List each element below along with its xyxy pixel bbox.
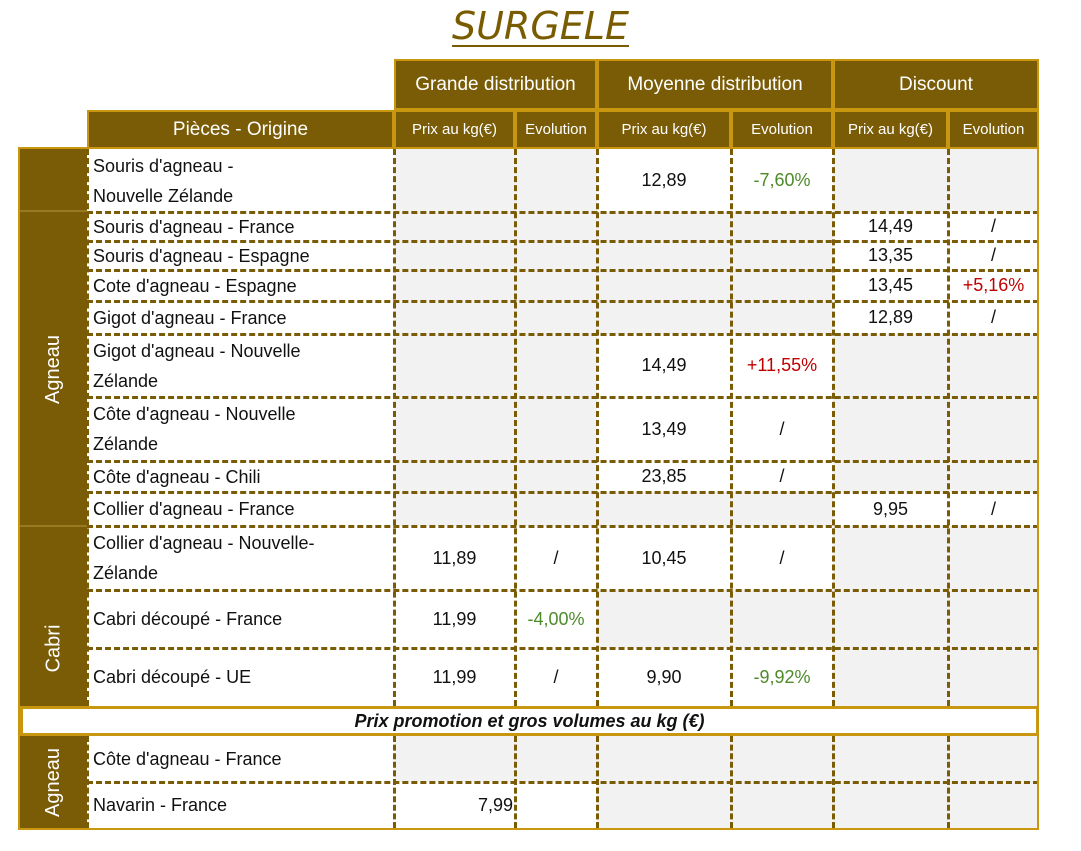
section-divider	[20, 525, 87, 527]
grid-line	[87, 240, 1039, 243]
promo-cell-md-prix	[597, 782, 731, 828]
row-cell-gd-evo	[515, 334, 597, 397]
row-cell-md-evo: /	[779, 466, 785, 486]
row-cell-gd-prix	[394, 334, 515, 397]
row-cell-gd-prix: 11,89	[432, 547, 477, 568]
row-cell-md-evo: +11,55%	[746, 355, 818, 375]
row-cell-md-prix	[597, 492, 731, 526]
row-cell-di-prix	[833, 526, 948, 590]
row-cell-di-prix	[833, 590, 948, 648]
grid-line	[730, 149, 733, 706]
row-cell-di-prix: 13,35	[867, 245, 914, 265]
grid-line	[596, 149, 599, 706]
row-cell-di-prix: 9,95	[872, 498, 909, 519]
grid-line	[514, 149, 517, 706]
row-cell-di-evo	[948, 334, 1039, 397]
grid-line	[832, 149, 835, 706]
row-piece-label: Côte d'agneau - Chili	[93, 466, 261, 487]
header-gd-evolution: Evolution	[515, 110, 597, 149]
grid-line	[87, 396, 1039, 399]
row-cell-md-evo	[731, 492, 833, 526]
row-piece-label: Collier d'agneau - France	[93, 499, 295, 519]
promo-cell-md-evo	[731, 736, 833, 782]
row-cell-di-prix	[833, 648, 948, 706]
grid-line	[947, 149, 950, 706]
row-cell-md-evo	[731, 301, 833, 334]
row-cell-gd-evo	[515, 461, 597, 492]
grid-line	[393, 149, 396, 706]
row-cell-di-prix: 14,49	[867, 216, 914, 236]
row-cell-gd-prix	[394, 241, 515, 270]
row-cell-md-evo: -9,92%	[753, 666, 811, 687]
row-piece-label: Gigot d'agneau - Nouvelle Zélande	[93, 340, 301, 391]
header-grande-distribution: Grande distribution	[394, 59, 597, 110]
promo-cell-di-prix	[833, 736, 948, 782]
row-cell-gd-evo	[515, 149, 597, 212]
row-cell-di-evo	[948, 461, 1039, 492]
row-cell-gd-evo: /	[553, 666, 559, 687]
section-agneau-promo: Agneau	[20, 736, 87, 828]
grid-line	[87, 647, 1039, 650]
row-cell-di-prix	[833, 397, 948, 461]
row-cell-di-evo	[948, 397, 1039, 461]
grid-line	[87, 491, 1039, 494]
row-piece-label: Cote d'agneau - Espagne	[93, 275, 297, 296]
header-pieces-origine: Pièces - Origine	[87, 110, 394, 149]
header-moyenne-distribution: Moyenne distribution	[597, 59, 833, 110]
grid-line	[87, 781, 1039, 784]
row-cell-gd-evo	[515, 397, 597, 461]
row-cell-md-evo	[731, 590, 833, 648]
promo-cell-md-evo	[731, 782, 833, 828]
row-cell-di-evo	[948, 149, 1039, 212]
grid-line	[87, 269, 1039, 272]
section-cabri: Cabri	[20, 590, 87, 706]
row-cell-gd-evo	[515, 270, 597, 301]
row-piece-label: Collier d'agneau - Nouvelle- Zélande	[93, 533, 315, 583]
promo-cell-md-prix	[597, 736, 731, 782]
row-cell-gd-prix	[394, 301, 515, 334]
row-piece-label: Cabri découpé - UE	[93, 667, 252, 687]
promo-cell-di-evo	[948, 736, 1039, 782]
header-md-evolution: Evolution	[731, 110, 833, 149]
row-cell-di-evo: /	[990, 216, 996, 236]
row-cell-md-evo	[731, 241, 833, 270]
row-cell-md-prix: 23,85	[641, 466, 687, 486]
grid-line	[87, 525, 1039, 528]
row-cell-md-evo	[731, 212, 833, 241]
grid-line	[86, 149, 89, 706]
row-cell-gd-evo	[515, 492, 597, 526]
promo-banner: Prix promotion et gros volumes au kg (€)	[20, 706, 1039, 736]
row-cell-md-evo: -7,60%	[753, 170, 811, 190]
grid-line	[87, 460, 1039, 463]
row-cell-di-evo: /	[990, 245, 996, 265]
row-piece-label: Gigot d'agneau - France	[93, 307, 287, 328]
row-cell-di-evo: /	[990, 307, 996, 327]
row-cell-gd-prix	[394, 461, 515, 492]
section-agneau: Agneau	[20, 149, 87, 590]
row-piece-label: Côte d'agneau - Nouvelle Zélande	[93, 404, 296, 454]
header-md-prix: Prix au kg(€)	[597, 110, 731, 149]
promo-piece-label: Côte d'agneau - France	[93, 749, 282, 769]
row-cell-di-prix	[833, 461, 948, 492]
row-cell-di-prix: 13,45	[867, 275, 914, 295]
row-cell-gd-prix: 11,99	[432, 608, 477, 629]
row-cell-md-prix	[597, 270, 731, 301]
row-cell-gd-prix	[394, 149, 515, 212]
row-cell-md-prix	[597, 241, 731, 270]
row-piece-label: Cabri découpé - France	[93, 609, 283, 629]
row-cell-di-prix	[833, 334, 948, 397]
row-cell-di-evo	[948, 526, 1039, 590]
promo-cell-di-evo	[948, 782, 1039, 828]
row-cell-gd-evo	[515, 212, 597, 241]
row-cell-md-prix	[597, 590, 731, 648]
row-cell-md-prix: 12,89	[641, 170, 687, 190]
row-cell-md-evo	[731, 270, 833, 301]
row-cell-gd-evo	[515, 301, 597, 334]
promo-cell-gd-prix: 7,99	[477, 794, 514, 815]
row-cell-md-prix: 10,45	[641, 547, 687, 568]
row-cell-di-evo: /	[990, 498, 996, 519]
page-title: SURGELE	[452, 4, 629, 48]
row-cell-di-prix: 12,89	[867, 307, 914, 327]
row-cell-md-prix: 9,90	[646, 666, 682, 687]
header-discount: Discount	[833, 59, 1039, 110]
header-di-prix: Prix au kg(€)	[833, 110, 948, 149]
row-cell-gd-prix	[394, 270, 515, 301]
row-piece-label: Souris d'agneau - Espagne	[93, 245, 310, 266]
header-gd-prix: Prix au kg(€)	[394, 110, 515, 149]
row-cell-gd-prix	[394, 397, 515, 461]
grid-line	[87, 300, 1039, 303]
row-cell-gd-evo	[515, 241, 597, 270]
row-cell-md-prix	[597, 212, 731, 241]
row-piece-label: Souris d'agneau - Nouvelle Zélande	[93, 155, 234, 206]
header-di-evolution: Evolution	[948, 110, 1039, 149]
grid-line	[87, 211, 1039, 214]
row-cell-di-evo	[948, 590, 1039, 648]
row-cell-gd-prix: 11,99	[432, 666, 477, 687]
row-cell-gd-evo: /	[553, 547, 559, 568]
row-cell-di-evo	[948, 648, 1039, 706]
grid-line	[87, 589, 1039, 592]
promo-cell-di-prix	[833, 782, 948, 828]
row-cell-gd-prix	[394, 212, 515, 241]
row-cell-md-prix: 13,49	[641, 418, 687, 439]
row-cell-di-prix	[833, 149, 948, 212]
row-cell-md-prix	[597, 301, 731, 334]
row-cell-di-evo: +5,16%	[962, 275, 1025, 295]
promo-cell-gd-prix	[394, 736, 515, 782]
row-cell-gd-prix	[394, 492, 515, 526]
promo-piece-label: Navarin - France	[93, 795, 228, 815]
row-cell-md-evo: /	[779, 418, 785, 439]
section-divider	[20, 210, 87, 212]
row-piece-label: Souris d'agneau - France	[93, 216, 295, 237]
grid-line	[87, 333, 1039, 336]
row-cell-gd-evo: -4,00%	[527, 608, 585, 629]
row-cell-md-prix: 14,49	[641, 355, 687, 375]
row-cell-md-evo: /	[779, 547, 785, 568]
promo-cell-gd-evo	[515, 736, 597, 782]
